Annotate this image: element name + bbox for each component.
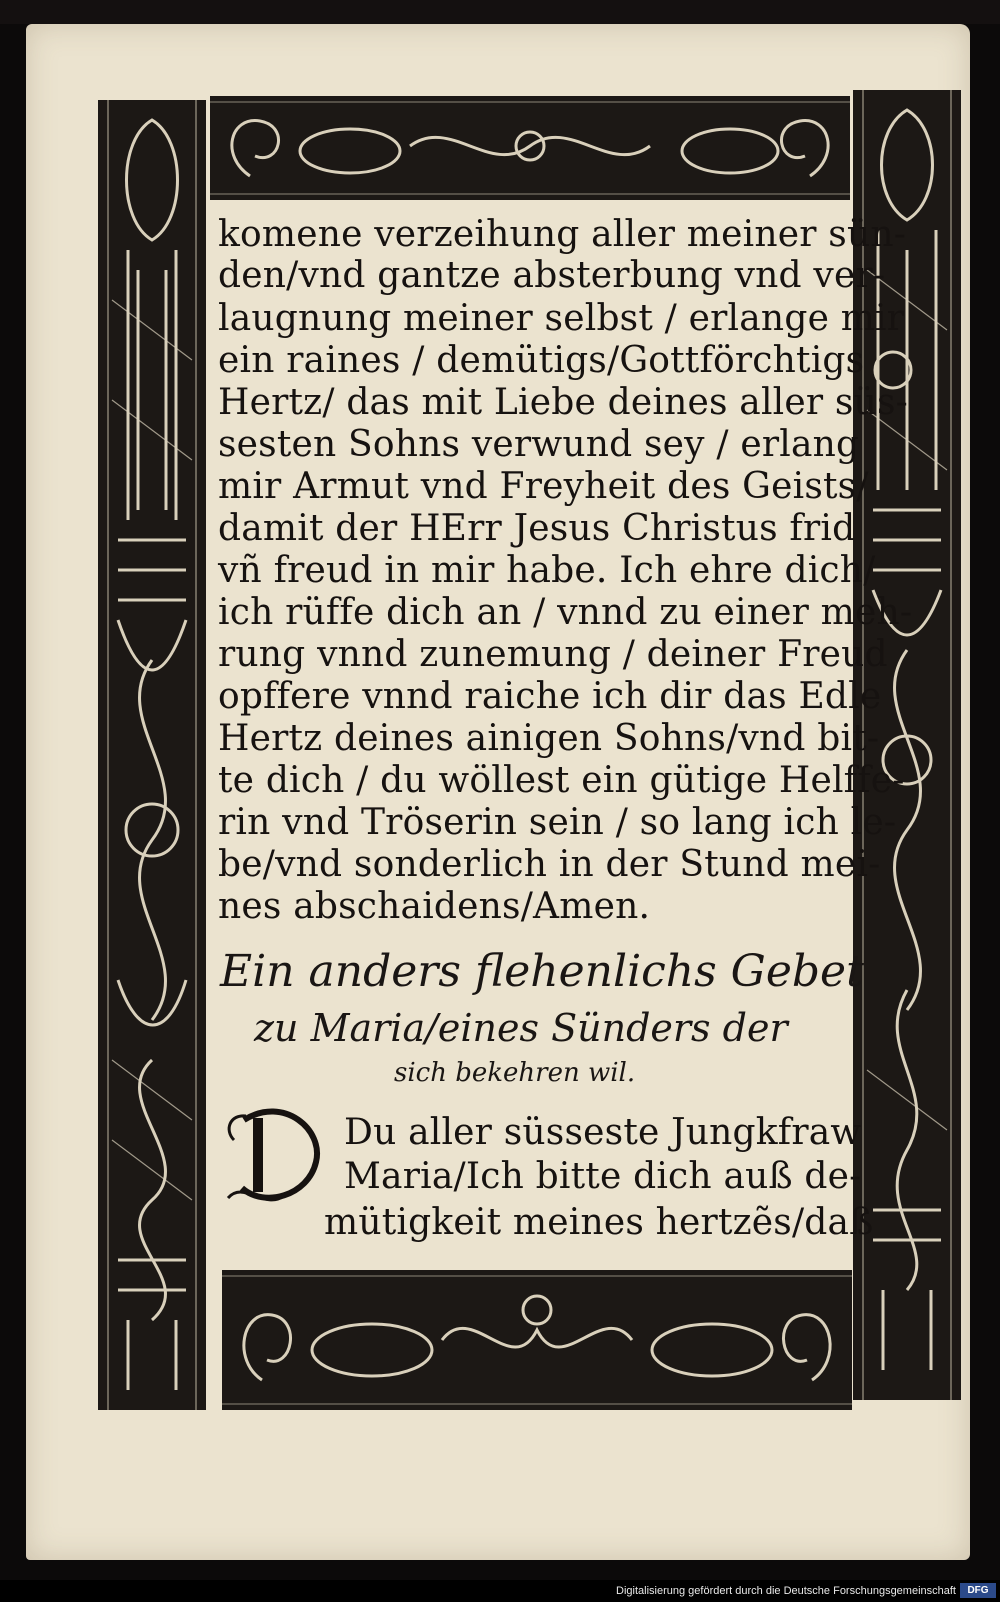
text-line: ich rüffe dich an / vnnd zu einer meh- <box>218 592 913 633</box>
prayer-heading-line-2: zu Maria/eines Sünders der <box>254 1006 788 1050</box>
woodcut-border-top <box>210 96 850 200</box>
text-line: sesten Sohns verwund sey / erlang <box>218 424 860 465</box>
text-line: Hertz/ das mit Liebe deines aller süs- <box>218 382 909 423</box>
scan-top-edge <box>0 0 1000 24</box>
text-line: be/vnd sonderlich in der Stund mei- <box>218 844 881 885</box>
text-line: den/vnd gantze absterbung vnd ver- <box>218 255 886 296</box>
footer-credit-text: Digitalisierung gefördert durch die Deutsche Forschungsgemeinschaft <box>616 1585 956 1597</box>
text-line: laugnung meiner selbst / erlange mir <box>218 298 905 339</box>
text-block <box>214 210 913 1270</box>
text-line: vñ freud in mir habe. Ich ehre dich/ <box>218 550 876 591</box>
prayer-line: mütigkeit meines hertzẽs/daß <box>324 1202 874 1243</box>
text-line: damit der HErr Jesus Christus frid <box>218 508 856 549</box>
prayer-line: Du aller süsseste Jungkfraw <box>344 1112 862 1153</box>
svg-text:O: O <box>274 1164 283 1175</box>
prayer-line: Maria/Ich bitte dich auß de- <box>344 1156 862 1197</box>
prayer-heading-line-3: sich bekehren wil. <box>394 1058 636 1088</box>
text-line: mir Armut vnd Freyheit des Geists/ <box>218 466 869 507</box>
text-line: ein raines / demütigs/Gottförchtigs <box>218 340 865 381</box>
prayer-heading-line-1: Ein anders flehenlichs Gebet <box>220 946 864 997</box>
text-line: Hertz deines ainigen Sohns/vnd bit- <box>218 718 880 759</box>
text-line: komene verzeihung aller meiner sün- <box>218 214 907 255</box>
text-line: nes abschaidens/Amen. <box>218 886 651 927</box>
dfg-logo: DFG <box>960 1583 996 1598</box>
text-line: te dich / du wöllest ein gütige Helffe- <box>218 760 905 801</box>
text-line: rin vnd Tröserin sein / so lang ich le- <box>218 802 897 843</box>
decorated-initial-letter <box>224 1100 328 1210</box>
text-line: rung vnnd zunemung / deiner Freud <box>218 634 888 675</box>
digitization-footer <box>0 1580 1000 1602</box>
woodcut-border-left <box>98 100 206 1410</box>
woodcut-border-bottom <box>222 1270 852 1410</box>
text-line: opffere vnnd raiche ich dir das Edle <box>218 676 882 717</box>
